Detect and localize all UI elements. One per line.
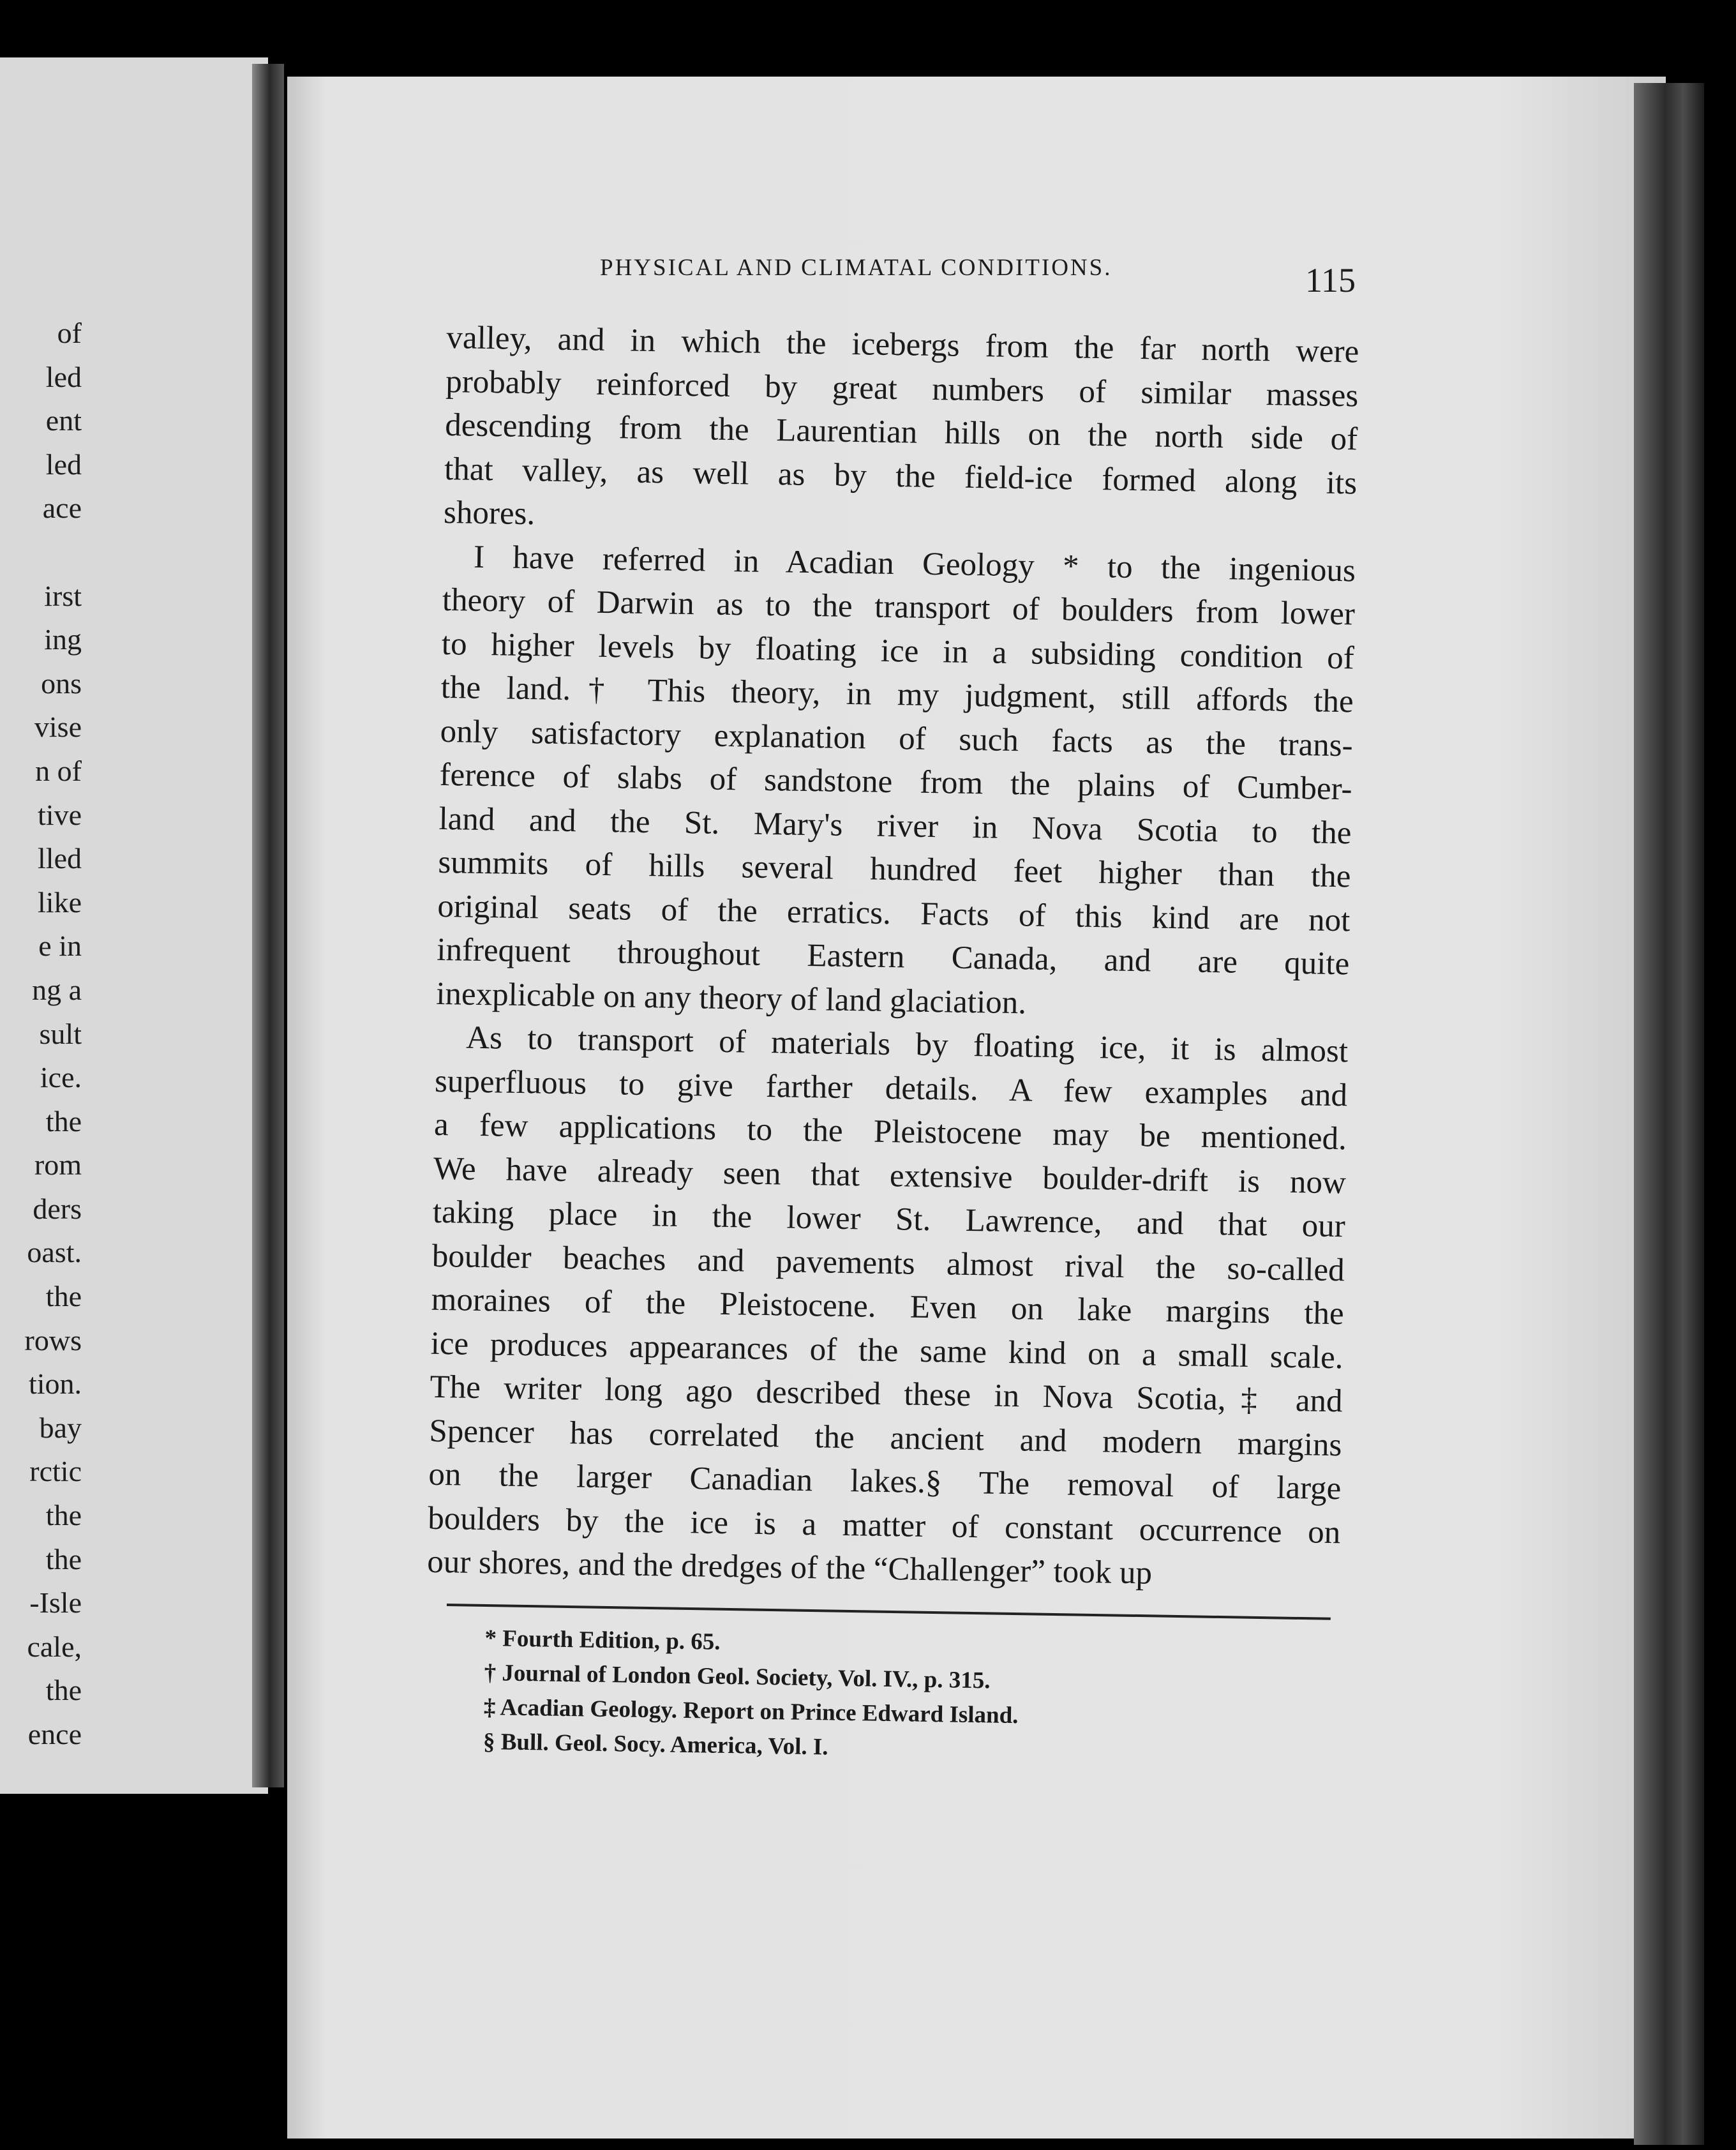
text-line: taking place in the lower St. Lawrence, and that our bbox=[432, 1194, 1346, 1245]
left-page-line: of bbox=[57, 317, 82, 349]
page-number: 115 bbox=[1305, 261, 1356, 299]
left-page-line: rows bbox=[24, 1323, 82, 1357]
left-page-line: ent bbox=[45, 404, 82, 437]
text-line: descending from the Laurentian hills on the north side of bbox=[444, 407, 1358, 458]
text-line: theory of Darwin as to the transport of boulders from lower bbox=[442, 582, 1356, 633]
left-page-line: sult bbox=[39, 1017, 82, 1050]
text-line: moraines of the Pleistocene. Even on lake margins the bbox=[431, 1281, 1345, 1332]
footnote: * Fourth Edition, p. 65. bbox=[484, 1625, 721, 1655]
text-line: boulders by the ice is a matter of constant occurrence on bbox=[427, 1500, 1341, 1551]
footnote: ‡ Acadian Geology. Report on Prince Edward Island. bbox=[483, 1694, 1019, 1729]
text-line: to higher levels by floating ice in a subsiding condition of bbox=[441, 626, 1355, 676]
left-page-line: tive bbox=[38, 798, 82, 831]
left-page-line: rom bbox=[34, 1148, 82, 1182]
text-line: a few applications to the Pleistocene may be mentioned. bbox=[433, 1106, 1347, 1157]
footnotes bbox=[483, 1621, 1251, 1771]
text-line: As to transport of materials by floating ice, it is almost bbox=[465, 1019, 1349, 1070]
left-page-line: ice. bbox=[40, 1061, 82, 1094]
text-line: infrequent throughout Eastern Canada, and are quite bbox=[436, 931, 1350, 982]
body-text bbox=[427, 316, 1359, 1598]
left-page-line: ing bbox=[44, 623, 82, 656]
page-edge-shadow bbox=[1634, 83, 1704, 2145]
left-page-line: irst bbox=[44, 579, 82, 612]
text-line: our shores, and the dredges of the “Challenger” took up bbox=[426, 1544, 1153, 1591]
text-line: that valley, as well as by the field-ice formed along its bbox=[444, 451, 1358, 501]
left-page-line: like bbox=[38, 885, 82, 919]
paragraph bbox=[444, 316, 1359, 549]
text-line: original seats of the erratics. Facts of this kind are not bbox=[437, 888, 1351, 938]
text-line: valley, and in which the icebergs from the far north were bbox=[446, 319, 1359, 370]
text-line: shores. bbox=[443, 494, 535, 532]
left-page-line: the bbox=[45, 1674, 82, 1707]
left-page-line: ng a bbox=[32, 973, 82, 1006]
left-page-line: ence bbox=[27, 1718, 82, 1750]
left-page-line: lled bbox=[38, 842, 82, 875]
text-line: probably reinforced by great numbers of similar masses bbox=[445, 363, 1359, 414]
book-gutter bbox=[252, 64, 284, 1787]
text-line: boulder beaches and pavements almost rival the so-called bbox=[431, 1238, 1345, 1288]
left-page-line: n of bbox=[35, 754, 82, 787]
paragraph bbox=[436, 534, 1356, 1030]
text-line: superfluous to give farther details. A few examples and bbox=[434, 1063, 1348, 1113]
running-head: PHYSICAL AND CLIMATAL CONDITIONS. bbox=[600, 255, 1112, 281]
text-line: summits of hills several hundred feet higher than the bbox=[438, 844, 1351, 895]
left-page-line: the bbox=[45, 1280, 82, 1313]
paragraph bbox=[427, 1016, 1349, 1598]
footnote: § Bull. Geol. Socy. America, Vol. I. bbox=[483, 1728, 828, 1761]
text-line: on the larger Canadian lakes.§ The removal of large bbox=[428, 1456, 1342, 1507]
text-line: ference of slabs of sandstone from the plains of Cumber- bbox=[439, 756, 1352, 808]
left-page-line: -Isle bbox=[29, 1586, 82, 1620]
left-page-line: oast. bbox=[27, 1236, 82, 1269]
left-page-line: rctic bbox=[29, 1455, 82, 1488]
left-page-line: the bbox=[45, 1499, 82, 1532]
left-page-line: cale, bbox=[27, 1630, 82, 1663]
text-line: land and the St. Mary's river in Nova Scotia to the bbox=[438, 801, 1352, 851]
text-line: only satisfactory explanation of such facts as the trans- bbox=[440, 713, 1354, 763]
left-page-line bbox=[0, 530, 82, 575]
left-page-line: e in bbox=[38, 929, 82, 963]
left-page-line: ace bbox=[42, 492, 82, 525]
left-page-line: led bbox=[45, 360, 82, 393]
left-page-line: ons bbox=[41, 666, 82, 700]
text-line: the land.† This theory, in my judgment, still affords the bbox=[440, 669, 1354, 720]
left-page-line: bay bbox=[39, 1411, 82, 1444]
text-line: inexplicable on any theory of land glaciation. bbox=[435, 975, 1027, 1021]
left-page-text-column bbox=[0, 312, 82, 1757]
text-line: Spencer has correlated the ancient and modern margins bbox=[429, 1413, 1342, 1463]
left-page-line: the bbox=[45, 1542, 82, 1575]
left-page-line: led bbox=[45, 447, 82, 481]
left-page-line: vise bbox=[34, 710, 82, 744]
left-page-line: ders bbox=[33, 1192, 82, 1225]
left-page-line: the bbox=[45, 1104, 82, 1138]
text-line: I have referred in Acadian Geology * to the ingenious bbox=[473, 539, 1356, 589]
text-line: ice produces appearances of the same kind on a small scale. bbox=[430, 1325, 1343, 1376]
left-page-line: tion. bbox=[28, 1367, 82, 1401]
text-line: We have already seen that extensive boulder-drift is now bbox=[433, 1150, 1347, 1201]
footnote: † Journal of London Geol. Society, Vol. IV., p. 315. bbox=[484, 1659, 991, 1694]
text-line: The writer long ago described these in Nova Scotia,‡ and bbox=[430, 1369, 1343, 1420]
